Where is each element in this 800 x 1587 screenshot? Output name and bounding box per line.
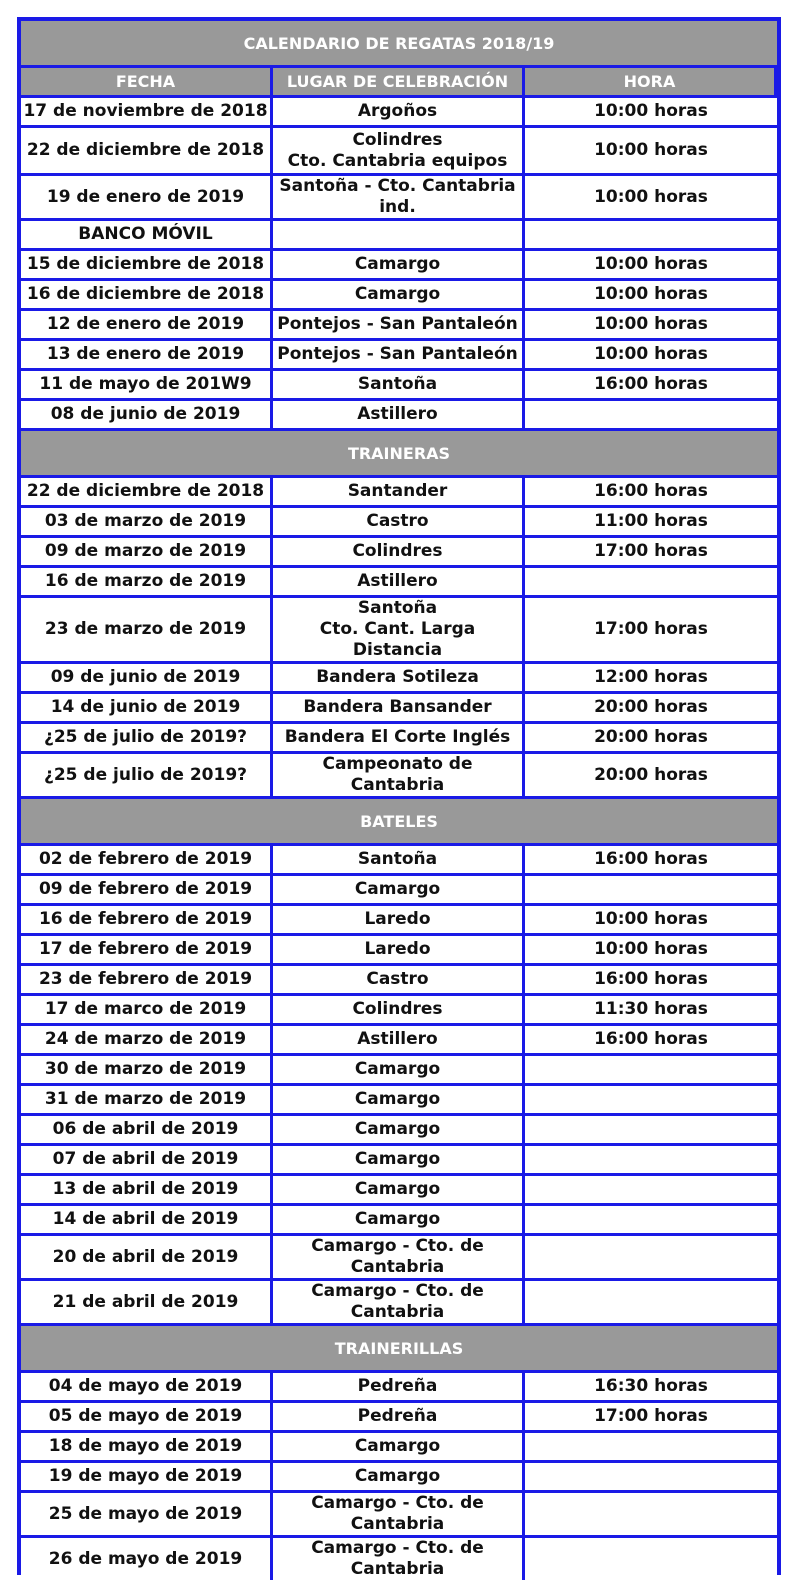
header-row xyxy=(21,68,777,98)
table-row xyxy=(21,281,777,311)
cell-lugar: Bandera Bansander xyxy=(273,694,525,724)
cell-hora xyxy=(525,1493,777,1538)
cell-hora: 20:00 horas xyxy=(525,724,777,754)
regatta-calendar xyxy=(17,17,781,1579)
cell-lugar: Camargo xyxy=(273,1086,525,1116)
table-row xyxy=(21,341,777,371)
cell-lugar: Camargo xyxy=(273,876,525,906)
cell-lugar: Camargo xyxy=(273,1206,525,1236)
cell-fecha: 31 de marzo de 2019 xyxy=(21,1086,273,1116)
table-row xyxy=(21,1056,777,1086)
table-row xyxy=(21,598,777,664)
cell-fecha: 24 de marzo de 2019 xyxy=(21,1026,273,1056)
cell-fecha: 13 de enero de 2019 xyxy=(21,341,273,371)
cell-hora: 17:00 horas xyxy=(525,598,777,664)
cell-hora xyxy=(525,1236,777,1281)
cell-hora xyxy=(525,1281,777,1326)
cell-hora: 16:00 horas xyxy=(525,846,777,876)
cell-lugar: Camargo - Cto. de Cantabria xyxy=(273,1493,525,1538)
cell-lugar: Colindres xyxy=(273,538,525,568)
cell-hora: 10:00 horas xyxy=(525,176,777,221)
table-row xyxy=(21,568,777,598)
cell-lugar xyxy=(273,221,525,251)
header-hora: HORA xyxy=(525,68,777,98)
cell-fecha: 19 de mayo de 2019 xyxy=(21,1463,273,1493)
table-row xyxy=(21,128,777,176)
cell-lugar: Pontejos - San Pantaleón xyxy=(273,311,525,341)
cell-fecha: 17 de marco de 2019 xyxy=(21,996,273,1026)
table-row xyxy=(21,401,777,431)
cell-fecha: 16 de diciembre de 2018 xyxy=(21,281,273,311)
table-row xyxy=(21,1373,777,1403)
table-row xyxy=(21,98,777,128)
title-row xyxy=(21,21,777,68)
header-fecha: FECHA xyxy=(21,68,273,98)
cell-fecha: 09 de febrero de 2019 xyxy=(21,876,273,906)
table-row xyxy=(21,508,777,538)
cell-hora xyxy=(525,1146,777,1176)
cell-fecha: 11 de mayo de 201W9 xyxy=(21,371,273,401)
header-lugar: LUGAR DE CELEBRACIÓN xyxy=(273,68,525,98)
cell-fecha: 08 de junio de 2019 xyxy=(21,401,273,431)
table-row xyxy=(21,1086,777,1116)
cell-lugar: Astillero xyxy=(273,568,525,598)
cell-fecha: 16 de febrero de 2019 xyxy=(21,906,273,936)
cell-lugar: Campeonato de Cantabria xyxy=(273,754,525,799)
cell-hora: 10:00 horas xyxy=(525,251,777,281)
cell-hora: 10:00 horas xyxy=(525,128,777,176)
cell-lugar: Castro xyxy=(273,508,525,538)
cell-lugar: Pedreña xyxy=(273,1373,525,1403)
table-title: CALENDARIO DE REGATAS 2018/19 xyxy=(21,21,777,68)
cell-lugar: Camargo xyxy=(273,1463,525,1493)
cell-lugar: Argoños xyxy=(273,98,525,128)
cell-lugar: Laredo xyxy=(273,906,525,936)
cell-fecha: 23 de marzo de 2019 xyxy=(21,598,273,664)
table-row xyxy=(21,311,777,341)
cell-lugar: Camargo xyxy=(273,1146,525,1176)
cell-lugar: Bandera El Corte Inglés xyxy=(273,724,525,754)
cell-hora: 16:00 horas xyxy=(525,966,777,996)
cell-hora: 10:00 horas xyxy=(525,311,777,341)
cell-fecha: 14 de junio de 2019 xyxy=(21,694,273,724)
cell-hora: 10:00 horas xyxy=(525,906,777,936)
table-row xyxy=(21,966,777,996)
cell-hora xyxy=(525,221,777,251)
table-row xyxy=(21,1433,777,1463)
cell-hora: 10:00 horas xyxy=(525,281,777,311)
table-row xyxy=(21,1403,777,1433)
cell-fecha: 14 de abril de 2019 xyxy=(21,1206,273,1236)
table-row xyxy=(21,1206,777,1236)
cell-fecha: 21 de abril de 2019 xyxy=(21,1281,273,1326)
cell-hora: 17:00 horas xyxy=(525,538,777,568)
cell-fecha: 20 de abril de 2019 xyxy=(21,1236,273,1281)
cell-lugar: Astillero xyxy=(273,1026,525,1056)
cell-fecha: ¿25 de julio de 2019? xyxy=(21,724,273,754)
cell-lugar: Camargo xyxy=(273,281,525,311)
table-row xyxy=(21,724,777,754)
table-row xyxy=(21,1026,777,1056)
table-row xyxy=(21,1463,777,1493)
cell-fecha: 22 de diciembre de 2018 xyxy=(21,478,273,508)
cell-lugar: Bandera Sotileza xyxy=(273,664,525,694)
cell-hora xyxy=(525,1056,777,1086)
section-row xyxy=(21,799,777,846)
cell-hora: 10:00 horas xyxy=(525,341,777,371)
cell-hora: 11:30 horas xyxy=(525,996,777,1026)
table-row xyxy=(21,996,777,1026)
table-row xyxy=(21,846,777,876)
table-row xyxy=(21,664,777,694)
cell-hora xyxy=(525,1116,777,1146)
cell-fecha: 25 de mayo de 2019 xyxy=(21,1493,273,1538)
cell-lugar: Camargo - Cto. de Cantabria xyxy=(273,1281,525,1326)
cell-lugar: Camargo xyxy=(273,1176,525,1206)
cell-fecha: 23 de febrero de 2019 xyxy=(21,966,273,996)
cell-fecha: 02 de febrero de 2019 xyxy=(21,846,273,876)
table-row xyxy=(21,694,777,724)
cell-fecha: 26 de mayo de 2019 xyxy=(21,1538,273,1580)
cell-hora: 16:00 horas xyxy=(525,1026,777,1056)
cell-hora: 10:00 horas xyxy=(525,98,777,128)
section-title: BATELES xyxy=(21,799,777,846)
cell-lugar: Camargo - Cto. de Cantabria xyxy=(273,1236,525,1281)
cell-hora xyxy=(525,401,777,431)
cell-lugar: Castro xyxy=(273,966,525,996)
cell-fecha: 17 de noviembre de 2018 xyxy=(21,98,273,128)
cell-lugar: Santander xyxy=(273,478,525,508)
table-row xyxy=(21,538,777,568)
table-row xyxy=(21,1146,777,1176)
cell-fecha: BANCO MÓVIL xyxy=(21,221,273,251)
cell-hora xyxy=(525,1463,777,1493)
cell-lugar: Camargo xyxy=(273,1433,525,1463)
cell-fecha: 19 de enero de 2019 xyxy=(21,176,273,221)
cell-hora: 16:00 horas xyxy=(525,478,777,508)
cell-lugar: Camargo xyxy=(273,1116,525,1146)
cell-fecha: ¿25 de julio de 2019? xyxy=(21,754,273,799)
cell-lugar: Camargo xyxy=(273,251,525,281)
cell-fecha: 13 de abril de 2019 xyxy=(21,1176,273,1206)
cell-fecha: 30 de marzo de 2019 xyxy=(21,1056,273,1086)
section-title: TRAINERAS xyxy=(21,431,777,478)
table-row xyxy=(21,936,777,966)
table-row xyxy=(21,1538,777,1580)
cell-lugar: Laredo xyxy=(273,936,525,966)
table-row xyxy=(21,1493,777,1538)
section-row xyxy=(21,1326,777,1373)
section-title: TRAINERILLAS xyxy=(21,1326,777,1373)
cell-fecha: 18 de mayo de 2019 xyxy=(21,1433,273,1463)
cell-lugar: Colindres Cto. Cantabria equipos xyxy=(273,128,525,176)
cell-fecha: 12 de enero de 2019 xyxy=(21,311,273,341)
cell-fecha: 04 de mayo de 2019 xyxy=(21,1373,273,1403)
cell-hora: 12:00 horas xyxy=(525,664,777,694)
cell-lugar: Astillero xyxy=(273,401,525,431)
cell-hora xyxy=(525,1176,777,1206)
cell-fecha: 03 de marzo de 2019 xyxy=(21,508,273,538)
section-row xyxy=(21,431,777,478)
cell-hora xyxy=(525,1206,777,1236)
cell-hora: 11:00 horas xyxy=(525,508,777,538)
cell-hora xyxy=(525,1433,777,1463)
cell-hora: 20:00 horas xyxy=(525,754,777,799)
table-row xyxy=(21,251,777,281)
cell-hora: 20:00 horas xyxy=(525,694,777,724)
table-row xyxy=(21,221,777,251)
cell-fecha: 17 de febrero de 2019 xyxy=(21,936,273,966)
cell-fecha: 07 de abril de 2019 xyxy=(21,1146,273,1176)
table-row xyxy=(21,906,777,936)
cell-fecha: 22 de diciembre de 2018 xyxy=(21,128,273,176)
cell-hora xyxy=(525,876,777,906)
cell-fecha: 09 de junio de 2019 xyxy=(21,664,273,694)
table-row xyxy=(21,754,777,799)
cell-fecha: 16 de marzo de 2019 xyxy=(21,568,273,598)
calendar-table xyxy=(21,21,777,1580)
cell-hora: 16:00 horas xyxy=(525,371,777,401)
table-row xyxy=(21,1281,777,1326)
cell-hora xyxy=(525,1086,777,1116)
table-row xyxy=(21,478,777,508)
cell-fecha: 05 de mayo de 2019 xyxy=(21,1403,273,1433)
cell-lugar: Camargo - Cto. de Cantabria xyxy=(273,1538,525,1580)
cell-hora: 10:00 horas xyxy=(525,936,777,966)
table-row xyxy=(21,1236,777,1281)
cell-lugar: Santoña Cto. Cant. Larga Distancia xyxy=(273,598,525,664)
cell-lugar: Santoña xyxy=(273,846,525,876)
table-row xyxy=(21,876,777,906)
cell-lugar: Pedreña xyxy=(273,1403,525,1433)
cell-lugar: Pontejos - San Pantaleón xyxy=(273,341,525,371)
cell-hora: 17:00 horas xyxy=(525,1403,777,1433)
table-row xyxy=(21,1116,777,1146)
cell-fecha: 06 de abril de 2019 xyxy=(21,1116,273,1146)
cell-hora xyxy=(525,568,777,598)
table-row xyxy=(21,371,777,401)
cell-lugar: Santoña - Cto. Cantabria ind. xyxy=(273,176,525,221)
cell-hora: 16:30 horas xyxy=(525,1373,777,1403)
cell-lugar: Camargo xyxy=(273,1056,525,1086)
cell-lugar: Colindres xyxy=(273,996,525,1026)
cell-lugar: Santoña xyxy=(273,371,525,401)
cell-hora xyxy=(525,1538,777,1580)
table-row xyxy=(21,1176,777,1206)
cell-fecha: 09 de marzo de 2019 xyxy=(21,538,273,568)
cell-fecha: 15 de diciembre de 2018 xyxy=(21,251,273,281)
table-row xyxy=(21,176,777,221)
